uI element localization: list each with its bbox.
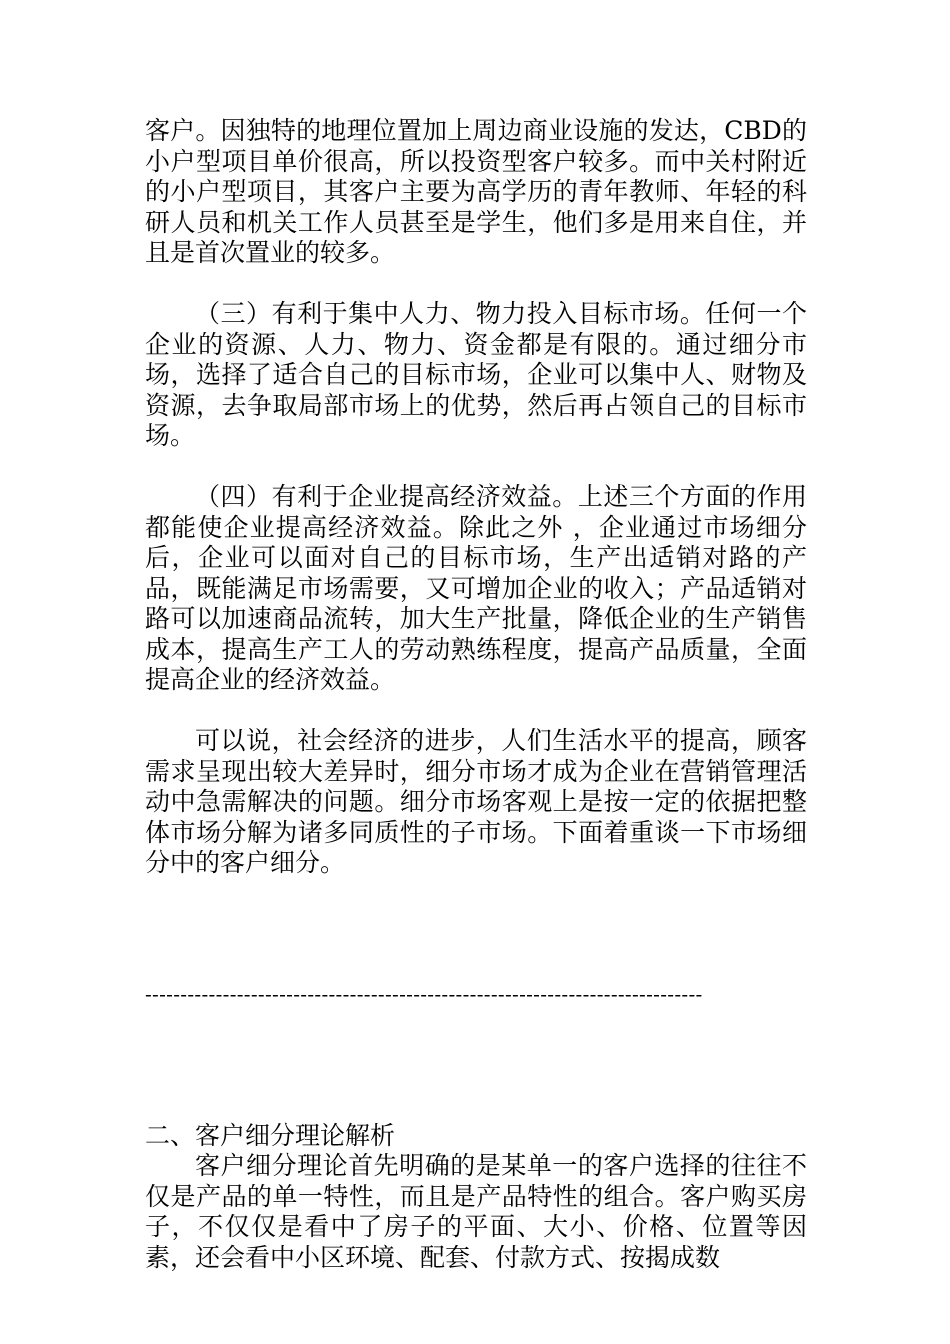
section-spacer xyxy=(145,879,807,979)
paragraph-point-three: （三）有利于集中人力、物力投入目标市场。任何一个企业的资源、人力、物力、资金都是有限的。通过细分市场，选择了适合自己的目标市场，企业可以集中人、财物及资源，去争取局部市场上的优势，然后再占领自己的目标市场。 xyxy=(145,299,807,450)
paragraph-section-body: 客户细分理论首先明确的是某单一的客户选择的往往不仅是产品的单一特性，而且是产品特性的组合。客户购买房子，不仅仅是看中了房子的平面、大小、价格、位置等因素，还会看中小区环境、配套、付款方式、按揭成数 xyxy=(145,1151,807,1272)
paragraph-gap xyxy=(145,269,807,300)
paragraph-conclusion: 可以说，社会经济的进步，人们生活水平的提高，顾客需求呈现出较大差异时，细分市场才成为企业在营销管理活动中急需解决的问题。细分市场客观上是按一定的依据把整体市场分解为诸多同质性的子市场。下面着重谈一下市场细分中的客户细分。 xyxy=(145,726,807,877)
paragraph-point-four: （四）有利于企业提高经济效益。上述三个方面的作用都能使企业提高经济效益。除此之外 ，企业通过市场细分后，企业可以面对自己的目标市场，生产出适销对路的产品，既能满足市场需要，又可增加企业的收入；产品适销对路可以加速商品流转，加大生产批量，降低企业的生产销售成本，提高生产工人的劳动熟练程度，提高产品质量，全面提高企业的经济效益。 xyxy=(145,482,807,694)
paragraph-gap xyxy=(145,452,807,483)
paragraph-intro: 客户。因独特的地理位置加上周边商业设施的发达，CBD的小户型项目单价很高，所以投资型客户较多。而中关村附近的小户型项目，其客户主要为高学历的青年教师、年轻的科研人员和机关工作人员甚至是学生，他们多是用来自住，并且是首次置业的较多。 xyxy=(145,116,807,267)
section-heading: 二、客户细分理论解析 xyxy=(145,1120,396,1150)
document-page xyxy=(145,116,807,1273)
dashed-divider: ------------------------------------------------------------------------------- xyxy=(145,981,703,1006)
section-spacer xyxy=(145,1009,807,1121)
paragraph-gap xyxy=(145,696,807,727)
